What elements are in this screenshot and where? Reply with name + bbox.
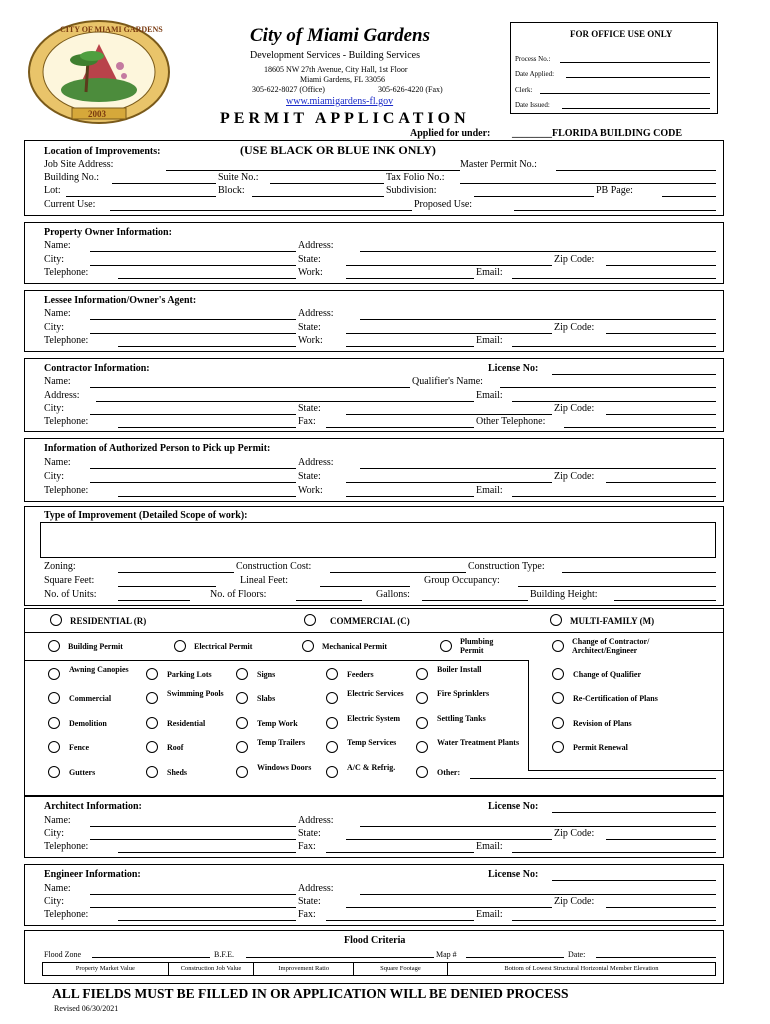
contractor-city-label: City:	[44, 403, 65, 414]
lessee-address-field[interactable]	[360, 319, 716, 320]
authorized-telephone-field[interactable]	[118, 496, 296, 497]
suite-no-label: Suite No.:	[218, 172, 259, 183]
architect-zip-label: Zip Code:	[554, 828, 595, 839]
job-site-label: Job Site Address:	[44, 159, 114, 170]
owner-city-field[interactable]	[90, 265, 296, 266]
lot-label: Lot:	[44, 185, 61, 196]
authorized-work-label: Work:	[298, 485, 323, 496]
flood-header: Flood Criteria	[344, 935, 406, 946]
date-issued-field[interactable]	[562, 108, 710, 109]
contractor-telephone-field[interactable]	[118, 427, 296, 428]
work-type-col2-3-radio[interactable]	[146, 741, 158, 753]
owner-zip-field[interactable]	[606, 265, 716, 266]
work-type-col2-1-radio[interactable]	[146, 692, 158, 704]
work-type-col6-2-radio[interactable]	[552, 717, 564, 729]
residential-label: RESIDENTIAL (R)	[70, 616, 147, 626]
lessee-header: Lessee Information/Owner's Agent:	[44, 295, 197, 306]
work-type-col5-3-label: Water Treatment Plants	[437, 738, 520, 747]
work-type-col4-0-radio[interactable]	[326, 668, 338, 680]
process-no-label: Process No.:	[515, 55, 551, 63]
flood-col-1: Construction Job Value	[169, 963, 255, 975]
architect-name-field[interactable]	[90, 826, 296, 827]
lessee-city-label: City:	[44, 322, 65, 333]
flood-col-3: Square Footage	[354, 963, 448, 975]
owner-city-label: City:	[44, 254, 65, 265]
lessee-email-field[interactable]	[512, 346, 716, 347]
construction-type-label: Construction Type:	[468, 561, 545, 572]
owner-work-field[interactable]	[346, 278, 474, 279]
construction-cost-field[interactable]	[330, 572, 466, 573]
architect-state-field[interactable]	[346, 839, 552, 840]
work-type-col3-0-radio[interactable]	[236, 668, 248, 680]
work-type-col1-3-label: Fence	[69, 743, 89, 752]
work-type-col1-2-label: Demolition	[69, 719, 107, 728]
engineer-address-field[interactable]	[360, 894, 716, 895]
subdivision-field[interactable]	[474, 196, 594, 197]
work-type-col3-2-label: Temp Work	[257, 719, 298, 728]
authorized-zip-label: Zip Code:	[554, 471, 595, 482]
authorized-name-field[interactable]	[90, 468, 296, 469]
architect-state-label: State:	[298, 828, 321, 839]
contractor-zip-label: Zip Code:	[554, 403, 595, 414]
work-type-col5-1-radio[interactable]	[416, 692, 428, 704]
work-type-col3-1-radio[interactable]	[236, 692, 248, 704]
square-feet-field[interactable]	[118, 586, 216, 587]
contractor-city-field[interactable]	[90, 414, 296, 415]
website-link[interactable]: www.miamigardens-fl.gov	[286, 96, 394, 107]
bfe-field[interactable]	[246, 957, 434, 958]
contractor-telephone-label: Telephone:	[44, 416, 89, 427]
multifamily-column-base	[528, 770, 724, 771]
work-type-col3-3-radio[interactable]	[236, 741, 248, 753]
address-line1: 18605 NW 27th Avenue, City Hall, 1st Floor	[264, 65, 408, 74]
master-permit-label: Master Permit No.:	[460, 159, 537, 170]
architect-license-field[interactable]	[552, 812, 716, 813]
proposed-use-label: Proposed Use:	[414, 199, 473, 210]
multifamily-label: MULTI-FAMILY (M)	[570, 616, 655, 626]
seal-year: 2003	[88, 109, 106, 119]
clerk-field[interactable]	[540, 93, 710, 94]
lessee-name-field[interactable]	[90, 319, 296, 320]
lessee-state-field[interactable]	[346, 333, 552, 334]
engineer-email-field[interactable]	[512, 920, 716, 921]
work-type-col2-1-label: Swimming Pools	[167, 689, 224, 698]
engineer-name-label: Name:	[44, 883, 71, 894]
authorized-city-field[interactable]	[90, 482, 296, 483]
engineer-state-field[interactable]	[346, 907, 552, 908]
engineer-license-label: License No:	[488, 869, 539, 880]
engineer-zip-label: Zip Code:	[554, 896, 595, 907]
tax-folio-label: Tax Folio No.:	[386, 172, 445, 183]
work-type-col5-3-radio[interactable]	[416, 741, 428, 753]
architect-telephone-field[interactable]	[118, 852, 296, 853]
engineer-telephone-label: Telephone:	[44, 909, 89, 920]
work-type-col4-1-label: Electric Services	[347, 689, 404, 698]
city-seal	[26, 20, 172, 124]
form-title: PERMIT APPLICATION	[220, 110, 470, 127]
current-use-field[interactable]	[110, 210, 412, 211]
work-type-col4-3-label: Temp Services	[347, 738, 397, 747]
change-contractor-label: Change of Contractor/ Architect/Engineer	[572, 637, 650, 655]
owner-telephone-label: Telephone:	[44, 267, 89, 278]
other-work-type-field[interactable]	[470, 778, 716, 779]
architect-email-label: Email:	[476, 841, 503, 852]
work-type-col3-0-label: Signs	[257, 670, 276, 679]
map-label: Map #	[436, 950, 457, 959]
work-type-col5-2-radio[interactable]	[416, 717, 428, 729]
qualifier-field[interactable]	[500, 387, 716, 388]
permit-row-divider	[24, 660, 528, 661]
architect-address-field[interactable]	[360, 826, 716, 827]
work-type-col2-2-radio[interactable]	[146, 717, 158, 729]
work-type-col6-1-radio[interactable]	[552, 692, 564, 704]
owner-state-label: State:	[298, 254, 321, 265]
engineer-address-label: Address:	[298, 883, 334, 894]
work-type-col6-0-radio[interactable]	[552, 668, 564, 680]
flood-zone-label: Flood Zone	[44, 950, 82, 959]
flood-date-field[interactable]	[596, 957, 716, 958]
architect-fax-label: Fax:	[298, 841, 316, 852]
architect-license-label: License No:	[488, 801, 539, 812]
engineer-license-field[interactable]	[552, 880, 716, 881]
owner-telephone-field[interactable]	[118, 278, 296, 279]
zoning-field[interactable]	[118, 572, 234, 573]
job-site-field[interactable]	[166, 170, 460, 171]
authorized-state-field[interactable]	[346, 482, 552, 483]
work-type-col2-4-label: Sheds	[167, 768, 188, 777]
work-type-col2-2-label: Residential	[167, 719, 206, 728]
electrical-permit-radio[interactable]	[174, 640, 186, 652]
authorized-header: Information of Authorized Person to Pick up Permit:	[44, 443, 271, 454]
pb-page-field[interactable]	[662, 196, 716, 197]
engineer-email-label: Email:	[476, 909, 503, 920]
electrical-permit-label: Electrical Permit	[194, 642, 253, 651]
commercial-radio[interactable]	[304, 614, 316, 626]
flood-col-0: Property Market Value	[43, 963, 169, 975]
owner-state-field[interactable]	[346, 265, 552, 266]
work-type-col4-2-radio[interactable]	[326, 717, 338, 729]
current-use-label: Current Use:	[44, 199, 96, 210]
architect-header: Architect Information:	[44, 801, 142, 812]
work-type-col1-4-radio[interactable]	[48, 766, 60, 778]
work-type-col1-2-radio[interactable]	[48, 717, 60, 729]
improvement-header: Type of Improvement (Detailed Scope of work):	[44, 510, 248, 521]
authorized-city-label: City:	[44, 471, 65, 482]
tax-folio-field[interactable]	[460, 183, 716, 184]
flood-date-label: Date:	[568, 950, 586, 959]
flood-col-2: Improvement Ratio	[254, 963, 354, 975]
work-type-col3-4-label: Windows Doors	[257, 763, 312, 772]
contractor-address-field[interactable]	[96, 401, 474, 402]
authorized-work-field[interactable]	[346, 496, 474, 497]
engineer-state-label: State:	[298, 896, 321, 907]
block-label: Block:	[218, 185, 245, 196]
contractor-fax-label: Fax:	[298, 416, 316, 427]
authorized-address-field[interactable]	[360, 468, 716, 469]
contractor-email-label: Email:	[476, 390, 503, 401]
authorized-address-label: Address:	[298, 457, 334, 468]
lessee-address-label: Address:	[298, 308, 334, 319]
flood-zone-field[interactable]	[92, 957, 210, 958]
plumbing-permit-radio[interactable]	[440, 640, 452, 652]
office-use-title: FOR OFFICE USE ONLY	[570, 29, 673, 39]
gallons-label: Gallons:	[376, 589, 410, 600]
owner-name-label: Name:	[44, 240, 71, 251]
architect-name-label: Name:	[44, 815, 71, 826]
work-type-col5-1-label: Fire Sprinklers	[437, 689, 490, 698]
revised-date: Revised 06/30/2021	[54, 1004, 119, 1013]
engineer-name-field[interactable]	[90, 894, 296, 895]
construction-cost-label: Construction Cost:	[236, 561, 312, 572]
authorized-zip-field[interactable]	[606, 482, 716, 483]
construction-type-field[interactable]	[562, 572, 716, 573]
building-no-field[interactable]	[112, 183, 216, 184]
lessee-state-label: State:	[298, 322, 321, 333]
work-type-col1-1-radio[interactable]	[48, 692, 60, 704]
authorized-email-label: Email:	[476, 485, 503, 496]
architect-fax-field[interactable]	[326, 852, 474, 853]
work-type-col3-1-label: Slabs	[257, 694, 276, 703]
engineer-city-label: City:	[44, 896, 65, 907]
work-type-col3-4-radio[interactable]	[236, 766, 248, 778]
owner-zip-label: Zip Code:	[554, 254, 595, 265]
work-type-col2-4-radio[interactable]	[146, 766, 158, 778]
category-divider	[24, 632, 724, 633]
phone-office: 305-622-8027 (Office)	[252, 85, 325, 94]
owner-header: Property Owner Information:	[44, 227, 172, 238]
work-type-col5-4-label: Other:	[437, 768, 461, 777]
lessee-zip-label: Zip Code:	[554, 322, 595, 333]
multifamily-column-divider	[528, 660, 529, 770]
work-type-col1-1-label: Commercial	[69, 694, 112, 703]
owner-work-label: Work:	[298, 267, 323, 278]
contractor-address-label: Address:	[44, 390, 80, 401]
contractor-state-field[interactable]	[346, 414, 552, 415]
footer-warning: ALL FIELDS MUST BE FILLED IN OR APPLICATION WILL BE DENIED PROCESS	[52, 986, 569, 1001]
lessee-telephone-label: Telephone:	[44, 335, 89, 346]
contractor-license-label: License No:	[488, 363, 539, 374]
mechanical-permit-label: Mechanical Permit	[322, 642, 388, 651]
pb-page-label: PB Page:	[596, 185, 633, 196]
work-type-col1-4-label: Gutters	[69, 768, 96, 777]
date-applied-label: Date Applied:	[515, 70, 555, 78]
work-type-col4-4-label: A/C & Refrig.	[347, 763, 396, 772]
work-type-col6-0-label: Change of Qualifier	[573, 670, 641, 679]
no-floors-label: No. of Floors:	[210, 589, 267, 600]
lessee-work-label: Work:	[298, 335, 323, 346]
location-header: Location of Improvements:	[44, 146, 161, 157]
engineer-fax-field[interactable]	[326, 920, 474, 921]
contractor-fax-field[interactable]	[326, 427, 474, 428]
lessee-email-label: Email:	[476, 335, 503, 346]
phone-fax: 305-626-4220 (Fax)	[378, 85, 443, 94]
square-feet-label: Square Feet:	[44, 575, 95, 586]
work-type-col6-2-label: Revision of Plans	[573, 719, 632, 728]
mechanical-permit-radio[interactable]	[302, 640, 314, 652]
address-line2: Miami Gardens, FL 33056	[300, 75, 386, 84]
architect-email-field[interactable]	[512, 852, 716, 853]
engineer-city-field[interactable]	[90, 907, 296, 908]
zoning-label: Zoning:	[44, 561, 76, 572]
authorized-state-label: State:	[298, 471, 321, 482]
bfe-label: B.F.E.	[214, 950, 235, 959]
work-type-col6-3-radio[interactable]	[552, 741, 564, 753]
architect-zip-field[interactable]	[606, 839, 716, 840]
commercial-label: COMMERCIAL (C)	[330, 616, 410, 626]
no-units-field[interactable]	[118, 600, 190, 601]
building-height-label: Building Height:	[530, 589, 598, 600]
work-type-col6-1-label: Re-Certification of Plans	[573, 694, 658, 703]
city-title: City of Miami Gardens	[250, 25, 430, 46]
work-type-col5-0-radio[interactable]	[416, 668, 428, 680]
change-contractor-radio[interactable]	[552, 640, 564, 652]
building-height-field[interactable]	[614, 600, 716, 601]
process-no-field[interactable]	[560, 62, 710, 63]
other-telephone-label: Other Telephone:	[476, 416, 546, 427]
work-type-col3-3-label: Temp Trailers	[257, 738, 306, 747]
work-type-col4-0-label: Feeders	[347, 670, 374, 679]
plumbing-permit-label: Plumbing Permit	[460, 637, 494, 655]
work-type-col4-1-radio[interactable]	[326, 692, 338, 704]
contractor-state-label: State:	[298, 403, 321, 414]
lessee-work-field[interactable]	[346, 346, 474, 347]
work-type-col2-0-radio[interactable]	[146, 668, 158, 680]
building-permit-radio[interactable]	[48, 640, 60, 652]
work-type-col6-3-label: Permit Renewal	[573, 743, 628, 752]
lessee-zip-field[interactable]	[606, 333, 716, 334]
contractor-zip-field[interactable]	[606, 414, 716, 415]
owner-address-label: Address:	[298, 240, 334, 251]
lineal-feet-label: Lineal Feet:	[240, 575, 289, 586]
scope-of-work-field[interactable]	[40, 522, 716, 558]
architect-city-label: City:	[44, 828, 65, 839]
contractor-header: Contractor Information:	[44, 363, 150, 374]
group-occupancy-field[interactable]	[518, 586, 716, 587]
flood-col-4: Bottom of Lowest Structural Horizontal Member Elevation	[504, 965, 659, 972]
architect-telephone-label: Telephone:	[44, 841, 89, 852]
work-type-col4-3-radio[interactable]	[326, 741, 338, 753]
lessee-city-field[interactable]	[90, 333, 296, 334]
ink-note: (USE BLACK OR BLUE INK ONLY)	[240, 143, 436, 157]
owner-email-label: Email:	[476, 267, 503, 278]
residential-radio[interactable]	[50, 614, 62, 626]
authorized-name-label: Name:	[44, 457, 71, 468]
building-permit-label: Building Permit	[68, 642, 123, 651]
master-permit-field[interactable]	[556, 170, 716, 171]
engineer-telephone-field[interactable]	[118, 920, 296, 921]
contractor-name-label: Name:	[44, 376, 71, 387]
other-telephone-field[interactable]	[564, 427, 716, 428]
contractor-license-field[interactable]	[552, 374, 716, 375]
lineal-feet-field[interactable]	[320, 586, 410, 587]
group-occupancy-label: Group Occupancy:	[424, 575, 500, 586]
subdivision-label: Subdivision:	[386, 185, 437, 196]
engineer-header: Engineer Information:	[44, 869, 141, 880]
map-field[interactable]	[466, 957, 564, 958]
building-code: ________FLORIDA BUILDING CODE	[512, 128, 683, 139]
owner-address-field[interactable]	[360, 251, 716, 252]
contractor-email-field[interactable]	[512, 401, 716, 402]
qualifier-label: Qualifier's Name:	[412, 376, 483, 387]
block-field[interactable]	[252, 196, 384, 197]
work-type-col2-0-label: Parking Lots	[167, 670, 212, 679]
department: Development Services - Building Services	[250, 50, 420, 61]
work-type-col5-0-label: Boiler Install	[437, 665, 482, 674]
architect-city-field[interactable]	[90, 839, 296, 840]
applied-under-label: Applied for under:	[410, 128, 491, 139]
work-type-col2-3-label: Roof	[167, 743, 184, 752]
lessee-telephone-field[interactable]	[118, 346, 296, 347]
no-units-label: No. of Units:	[44, 589, 97, 600]
work-type-col1-0-radio[interactable]	[48, 668, 60, 680]
owner-email-field[interactable]	[512, 278, 716, 279]
owner-name-field[interactable]	[90, 251, 296, 252]
work-type-col5-2-label: Settling Tanks	[437, 714, 486, 723]
date-issued-label: Date Issued:	[515, 101, 550, 109]
work-type-col1-0-label: Awning Canopies	[69, 665, 129, 674]
authorized-telephone-label: Telephone:	[44, 485, 89, 496]
work-type-col3-2-radio[interactable]	[236, 717, 248, 729]
gallons-field[interactable]	[422, 600, 528, 601]
work-type-col5-4-radio[interactable]	[416, 766, 428, 778]
work-type-col4-2-label: Electric System	[347, 714, 401, 723]
proposed-use-field[interactable]	[514, 210, 716, 211]
contractor-name-field[interactable]	[90, 387, 410, 388]
work-type-col4-4-radio[interactable]	[326, 766, 338, 778]
authorized-email-field[interactable]	[512, 496, 716, 497]
suite-no-field[interactable]	[270, 183, 384, 184]
seal-top-text: CITY OF MIAMI GARDENS	[60, 25, 163, 34]
clerk-label: Clerk:	[515, 86, 533, 94]
engineer-zip-field[interactable]	[606, 907, 716, 908]
work-type-col1-3-radio[interactable]	[48, 741, 60, 753]
date-applied-field[interactable]	[566, 77, 710, 78]
no-floors-field[interactable]	[296, 600, 362, 601]
lessee-name-label: Name:	[44, 308, 71, 319]
architect-address-label: Address:	[298, 815, 334, 826]
engineer-fax-label: Fax:	[298, 909, 316, 920]
building-no-label: Building No.:	[44, 172, 100, 183]
multifamily-radio[interactable]	[550, 614, 562, 626]
lot-field[interactable]	[66, 196, 216, 197]
flood-table	[42, 962, 716, 976]
